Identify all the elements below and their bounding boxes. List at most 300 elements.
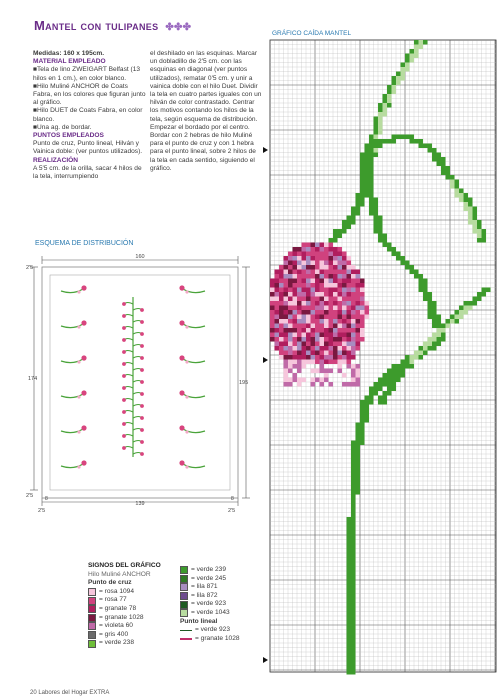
stitch bbox=[329, 328, 334, 333]
stitch bbox=[315, 274, 320, 279]
stitch bbox=[288, 360, 293, 365]
stitch bbox=[351, 220, 356, 225]
stitch bbox=[351, 355, 356, 360]
legend-row bbox=[180, 566, 270, 575]
stitch bbox=[324, 324, 329, 329]
stitch bbox=[410, 58, 415, 63]
stitch bbox=[419, 346, 424, 351]
stitch bbox=[275, 324, 280, 329]
stitch bbox=[311, 337, 316, 342]
stitch bbox=[275, 283, 280, 288]
stitch bbox=[275, 274, 280, 279]
stitch bbox=[279, 288, 284, 293]
stitch bbox=[410, 364, 415, 369]
stitch bbox=[293, 333, 298, 338]
stitch bbox=[365, 396, 370, 401]
stitch bbox=[401, 256, 406, 261]
stitch bbox=[401, 67, 406, 72]
stitch bbox=[311, 310, 316, 315]
stitch bbox=[351, 607, 356, 612]
stitch bbox=[374, 117, 379, 122]
stitch bbox=[351, 468, 356, 473]
stitch bbox=[428, 301, 433, 306]
stitch bbox=[351, 364, 356, 369]
stitch bbox=[288, 252, 293, 257]
stitch bbox=[320, 333, 325, 338]
stitch bbox=[356, 301, 361, 306]
stitch bbox=[365, 409, 370, 414]
stitch bbox=[342, 256, 347, 261]
stitch bbox=[356, 472, 361, 477]
stitch bbox=[356, 319, 361, 324]
stitch bbox=[428, 292, 433, 297]
stitch bbox=[437, 328, 442, 333]
stitch bbox=[351, 346, 356, 351]
stitch bbox=[279, 333, 284, 338]
stitch bbox=[347, 522, 352, 527]
stitch bbox=[302, 360, 307, 365]
stitch bbox=[360, 405, 365, 410]
stitch bbox=[302, 306, 307, 311]
stitch bbox=[338, 229, 343, 234]
stitch bbox=[365, 148, 370, 153]
stitch bbox=[351, 369, 356, 374]
stitch bbox=[365, 171, 370, 176]
stitch bbox=[347, 292, 352, 297]
stitch bbox=[342, 297, 347, 302]
stitch bbox=[333, 328, 338, 333]
stitch bbox=[293, 315, 298, 320]
stitch bbox=[288, 364, 293, 369]
stitch bbox=[288, 310, 293, 315]
stitch bbox=[288, 328, 293, 333]
stitch bbox=[356, 490, 361, 495]
stitch bbox=[347, 621, 352, 626]
dim-right-mid: 195 bbox=[239, 380, 249, 386]
stitch bbox=[365, 162, 370, 167]
stitch bbox=[356, 193, 361, 198]
stitch bbox=[423, 297, 428, 302]
stitch bbox=[338, 360, 343, 365]
stitch bbox=[405, 360, 410, 365]
stitch bbox=[351, 315, 356, 320]
stitch bbox=[315, 261, 320, 266]
stitch bbox=[374, 121, 379, 126]
stitch bbox=[365, 306, 370, 311]
stitch bbox=[360, 324, 365, 329]
stitch bbox=[441, 324, 446, 329]
stitch bbox=[432, 319, 437, 324]
stitch bbox=[468, 207, 473, 212]
stitch bbox=[374, 382, 379, 387]
legend-label: = verde 923 bbox=[195, 626, 231, 634]
dim-small-left: 8 bbox=[45, 496, 48, 502]
stitch bbox=[306, 351, 311, 356]
stitch bbox=[482, 229, 487, 234]
tulip-motif bbox=[61, 460, 87, 468]
stitch bbox=[360, 157, 365, 162]
stitch bbox=[320, 265, 325, 270]
stitch bbox=[432, 346, 437, 351]
stitch bbox=[279, 324, 284, 329]
stitch bbox=[302, 333, 307, 338]
stitch bbox=[423, 144, 428, 149]
stitch bbox=[306, 292, 311, 297]
stitch bbox=[293, 306, 298, 311]
stitch bbox=[423, 346, 428, 351]
realizacion-text: A 5'5 cm. de la orilla, sacar 4 hilos de la tela, interrumpiendo bbox=[33, 164, 142, 181]
stitch bbox=[333, 283, 338, 288]
stitch bbox=[284, 301, 289, 306]
dim-bottom-right: 2'5 bbox=[228, 508, 236, 514]
stitch bbox=[432, 324, 437, 329]
stitch bbox=[419, 355, 424, 360]
stitch bbox=[351, 288, 356, 293]
stitch bbox=[302, 351, 307, 356]
stitch bbox=[347, 288, 352, 293]
stitch bbox=[356, 292, 361, 297]
stitch bbox=[419, 40, 424, 45]
stitch bbox=[306, 346, 311, 351]
stitch bbox=[324, 279, 329, 284]
stitch bbox=[306, 333, 311, 338]
stitch bbox=[428, 310, 433, 315]
stitch bbox=[311, 297, 316, 302]
stitch bbox=[329, 261, 334, 266]
stitch bbox=[293, 364, 298, 369]
stitch bbox=[432, 153, 437, 158]
legend-linear bbox=[180, 626, 270, 643]
stitch bbox=[351, 351, 356, 356]
stitch bbox=[333, 229, 338, 234]
stitch bbox=[378, 238, 383, 243]
stitch bbox=[351, 508, 356, 513]
stitch bbox=[293, 297, 298, 302]
stitch bbox=[347, 648, 352, 653]
stitch bbox=[338, 270, 343, 275]
stitch bbox=[315, 292, 320, 297]
stitch bbox=[360, 180, 365, 185]
stitch bbox=[288, 297, 293, 302]
stitch bbox=[342, 220, 347, 225]
stitch bbox=[306, 342, 311, 347]
stitch bbox=[356, 283, 361, 288]
stitch bbox=[383, 112, 388, 117]
stitch bbox=[459, 315, 464, 320]
stitch bbox=[297, 292, 302, 297]
stitch bbox=[329, 324, 334, 329]
stitch bbox=[284, 315, 289, 320]
tulip-motif bbox=[61, 355, 87, 363]
stitch bbox=[297, 378, 302, 383]
stitch bbox=[369, 175, 374, 180]
stitch bbox=[288, 382, 293, 387]
stitch bbox=[396, 378, 401, 383]
stitch bbox=[374, 153, 379, 158]
stitch bbox=[387, 90, 392, 95]
stitch bbox=[383, 103, 388, 108]
stitch bbox=[333, 274, 338, 279]
stitch bbox=[414, 274, 419, 279]
stitch bbox=[329, 315, 334, 320]
legend-label: = verde 1043 bbox=[191, 608, 230, 616]
stitch bbox=[347, 652, 352, 657]
stitch bbox=[360, 184, 365, 189]
stitch bbox=[347, 612, 352, 617]
stitch bbox=[342, 252, 347, 257]
stitch bbox=[432, 306, 437, 311]
stitch bbox=[275, 270, 280, 275]
stitch bbox=[365, 144, 370, 149]
stitch bbox=[320, 279, 325, 284]
stitch bbox=[302, 364, 307, 369]
stitch bbox=[288, 288, 293, 293]
dim-small-right: 8 bbox=[231, 496, 234, 502]
stitch bbox=[423, 351, 428, 356]
stitch bbox=[297, 252, 302, 257]
stitch bbox=[468, 216, 473, 221]
stitch bbox=[342, 229, 347, 234]
stitch bbox=[347, 306, 352, 311]
stitch bbox=[392, 76, 397, 81]
stitch bbox=[293, 252, 298, 257]
stitch bbox=[365, 405, 370, 410]
stitch bbox=[401, 373, 406, 378]
page-footer: 20 Labores del Hogar EXTRA bbox=[30, 690, 110, 696]
stitch bbox=[288, 319, 293, 324]
stitch bbox=[297, 270, 302, 275]
stitch bbox=[324, 333, 329, 338]
stitch bbox=[315, 369, 320, 374]
stitch bbox=[473, 229, 478, 234]
stitch bbox=[387, 391, 392, 396]
stitch bbox=[284, 346, 289, 351]
stitch bbox=[347, 526, 352, 531]
stitch bbox=[347, 634, 352, 639]
stitch bbox=[351, 265, 356, 270]
stitch bbox=[374, 148, 379, 153]
stitch bbox=[347, 360, 352, 365]
stitch bbox=[369, 202, 374, 207]
stitch bbox=[311, 382, 316, 387]
stitch bbox=[315, 378, 320, 383]
stitch bbox=[293, 337, 298, 342]
stitch bbox=[401, 369, 406, 374]
dim-left-top: 2'5 bbox=[26, 265, 34, 271]
stitch bbox=[365, 315, 370, 320]
stitch bbox=[342, 373, 347, 378]
stitch bbox=[284, 270, 289, 275]
stitch bbox=[369, 184, 374, 189]
stitch bbox=[437, 319, 442, 324]
stitch bbox=[351, 612, 356, 617]
stitch bbox=[293, 360, 298, 365]
stitch bbox=[315, 283, 320, 288]
stitch bbox=[378, 117, 383, 122]
stitch bbox=[378, 400, 383, 405]
stitch bbox=[284, 355, 289, 360]
stitch bbox=[356, 297, 361, 302]
stitch bbox=[351, 450, 356, 455]
stitch bbox=[270, 319, 275, 324]
stitch bbox=[293, 279, 298, 284]
stitch bbox=[369, 391, 374, 396]
stitch bbox=[279, 274, 284, 279]
stitch bbox=[279, 297, 284, 302]
legend-label: = verde 238 bbox=[99, 639, 135, 647]
stitch bbox=[338, 333, 343, 338]
stitch bbox=[365, 166, 370, 171]
stitch bbox=[356, 432, 361, 437]
stitch bbox=[351, 499, 356, 504]
stitch bbox=[383, 94, 388, 99]
stitch bbox=[383, 139, 388, 144]
stitch bbox=[320, 351, 325, 356]
stitch bbox=[306, 297, 311, 302]
stitch bbox=[284, 283, 289, 288]
stitch bbox=[387, 243, 392, 248]
stitch bbox=[297, 279, 302, 284]
stitch bbox=[365, 418, 370, 423]
stitch bbox=[351, 639, 356, 644]
stitch bbox=[324, 342, 329, 347]
stitch bbox=[347, 225, 352, 230]
stitch bbox=[347, 216, 352, 221]
stitch bbox=[360, 414, 365, 419]
stitch bbox=[365, 175, 370, 180]
legend-row bbox=[180, 583, 270, 592]
stitch bbox=[333, 261, 338, 266]
stitch bbox=[468, 211, 473, 216]
stitch bbox=[410, 265, 415, 270]
stitch bbox=[369, 171, 374, 176]
stitch bbox=[342, 265, 347, 270]
stitch bbox=[351, 517, 356, 522]
stitch bbox=[306, 265, 311, 270]
stitch bbox=[369, 198, 374, 203]
stitch bbox=[347, 603, 352, 608]
stitch bbox=[437, 337, 442, 342]
stitch bbox=[351, 621, 356, 626]
stitch bbox=[383, 99, 388, 104]
color-swatch bbox=[88, 605, 96, 613]
stitch bbox=[351, 382, 356, 387]
stitch bbox=[284, 279, 289, 284]
stitch bbox=[279, 265, 284, 270]
stitch bbox=[374, 391, 379, 396]
stitch bbox=[275, 292, 280, 297]
stitch bbox=[297, 333, 302, 338]
stitch bbox=[347, 315, 352, 320]
stitch bbox=[356, 441, 361, 446]
stitch bbox=[351, 504, 356, 509]
stitch bbox=[383, 238, 388, 243]
stitch bbox=[405, 261, 410, 266]
stitch bbox=[324, 301, 329, 306]
stitch bbox=[351, 216, 356, 221]
material-heading: MATERIAL EMPLEADO bbox=[33, 58, 106, 66]
stitch bbox=[374, 202, 379, 207]
stitch bbox=[320, 364, 325, 369]
stitch bbox=[284, 328, 289, 333]
stitch bbox=[329, 382, 334, 387]
stitch bbox=[302, 328, 307, 333]
stitch bbox=[450, 315, 455, 320]
stitch bbox=[486, 288, 491, 293]
stitch bbox=[437, 157, 442, 162]
stitch bbox=[396, 72, 401, 77]
stitch bbox=[428, 346, 433, 351]
stitch bbox=[360, 423, 365, 428]
stitch bbox=[369, 180, 374, 185]
stitch bbox=[414, 45, 419, 50]
legend-label: = verde 923 bbox=[191, 600, 227, 608]
stitch bbox=[302, 292, 307, 297]
stitch bbox=[315, 315, 320, 320]
stitch bbox=[333, 351, 338, 356]
stitch bbox=[360, 436, 365, 441]
stitch bbox=[338, 346, 343, 351]
stitch bbox=[338, 315, 343, 320]
stitch bbox=[441, 171, 446, 176]
stitch bbox=[351, 553, 356, 558]
stitch bbox=[351, 670, 356, 675]
stitch bbox=[270, 301, 275, 306]
stitch bbox=[347, 666, 352, 671]
color-swatch bbox=[180, 592, 188, 600]
stitch bbox=[311, 256, 316, 261]
stitch bbox=[338, 274, 343, 279]
stitch bbox=[311, 243, 316, 248]
stitch bbox=[302, 265, 307, 270]
stitch bbox=[297, 337, 302, 342]
stitch bbox=[311, 306, 316, 311]
stitch bbox=[293, 378, 298, 383]
stitch bbox=[315, 247, 320, 252]
stitch bbox=[279, 310, 284, 315]
stitch bbox=[365, 157, 370, 162]
stitch bbox=[347, 567, 352, 572]
stitch bbox=[288, 324, 293, 329]
stitch bbox=[288, 342, 293, 347]
stitch bbox=[324, 252, 329, 257]
stitch bbox=[378, 139, 383, 144]
stitch bbox=[392, 364, 397, 369]
stitch bbox=[302, 378, 307, 383]
stitch bbox=[351, 328, 356, 333]
stitch bbox=[311, 315, 316, 320]
stitch bbox=[459, 306, 464, 311]
stitch bbox=[342, 292, 347, 297]
stitch bbox=[338, 355, 343, 360]
stitch bbox=[315, 319, 320, 324]
stitch bbox=[356, 459, 361, 464]
stitch bbox=[356, 270, 361, 275]
stitch bbox=[468, 220, 473, 225]
stitch bbox=[329, 252, 334, 257]
stitch bbox=[468, 306, 473, 311]
stitch bbox=[369, 162, 374, 167]
color-swatch bbox=[180, 583, 188, 591]
stitch bbox=[293, 247, 298, 252]
stitch bbox=[473, 207, 478, 212]
stitch bbox=[360, 441, 365, 446]
stitch bbox=[351, 472, 356, 477]
stitch bbox=[333, 306, 338, 311]
stitch bbox=[320, 274, 325, 279]
stitch bbox=[342, 310, 347, 315]
stitch bbox=[392, 247, 397, 252]
